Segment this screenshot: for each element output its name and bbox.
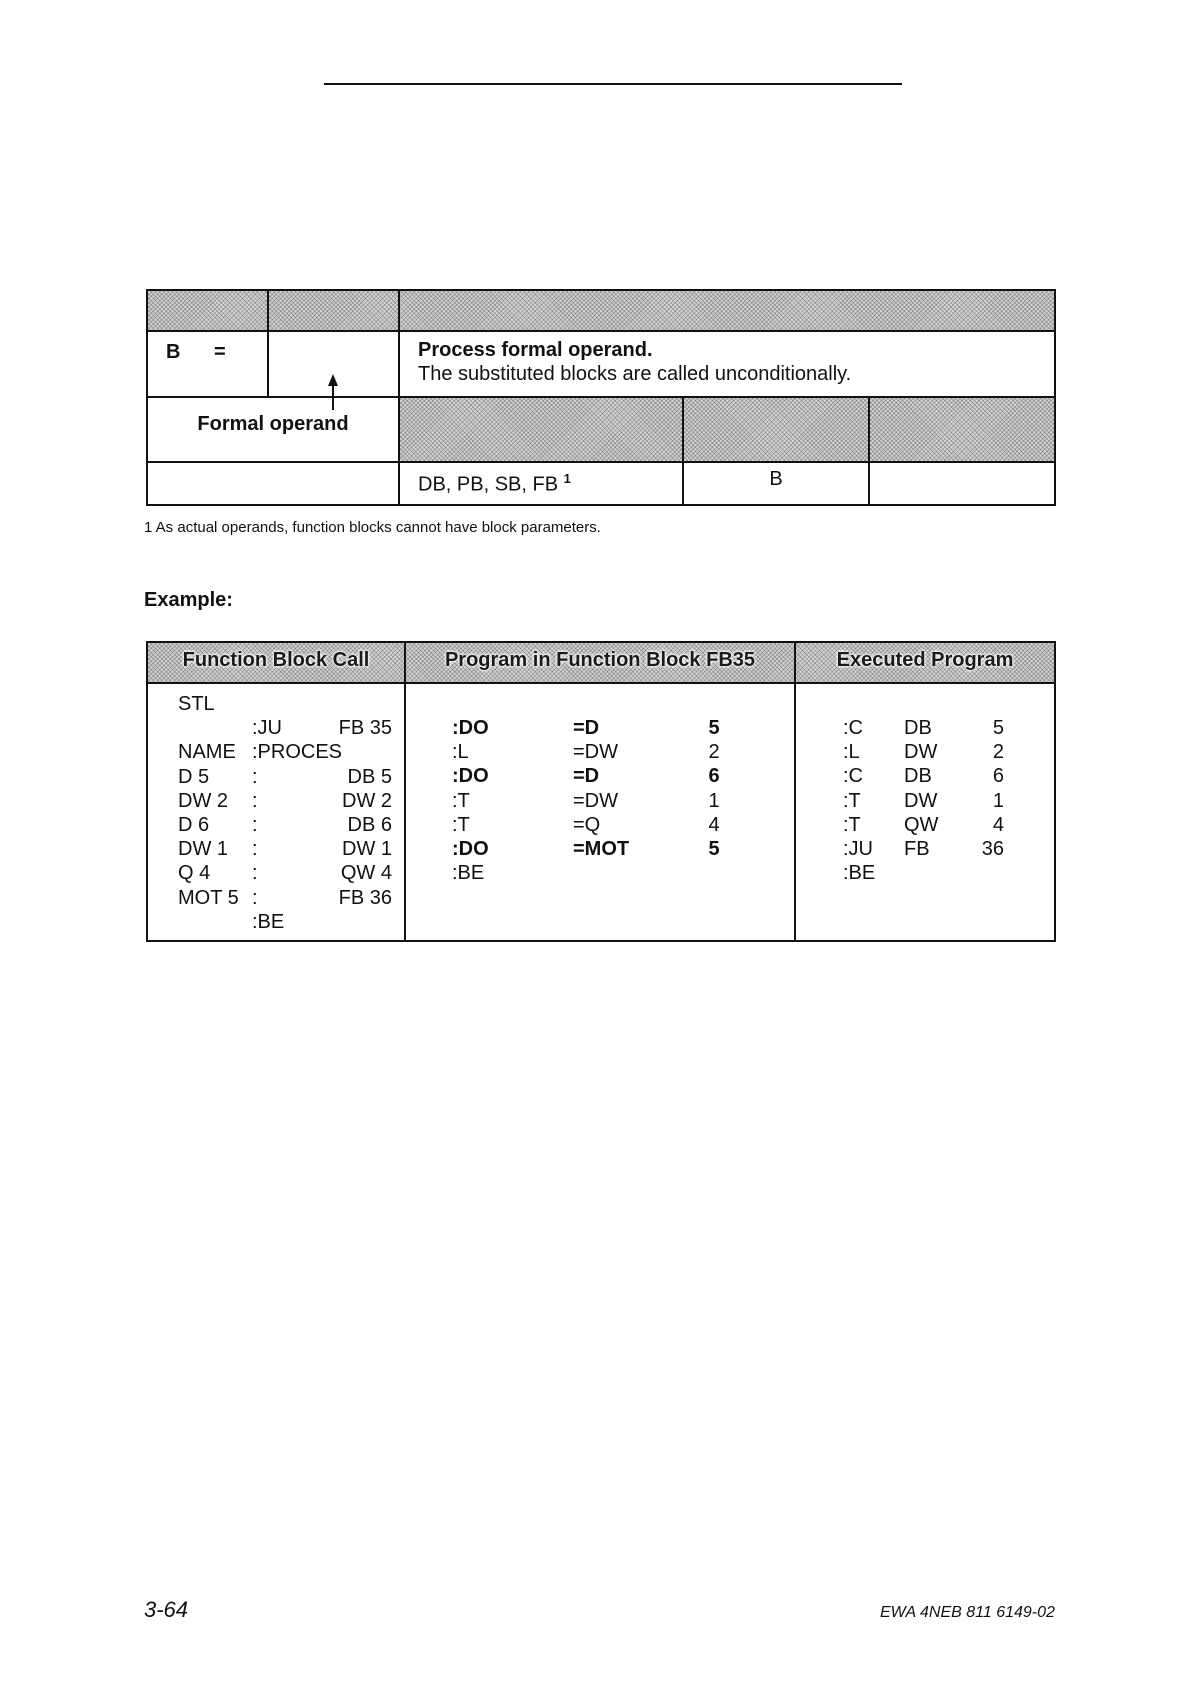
footnote: 1 As actual operands, function blocks cannot have block parameters. — [144, 519, 601, 536]
call-label: Q 4 — [178, 862, 211, 885]
example-line — [146, 682, 1056, 684]
table1-divider — [398, 289, 400, 506]
arrow-up-icon — [324, 374, 342, 410]
table1-line — [146, 396, 1056, 398]
program-value: 1 — [708, 789, 720, 812]
footnote-mark: 1 — [563, 471, 571, 486]
executed-operation: :C — [843, 765, 863, 788]
program-operation: :DO — [452, 838, 489, 860]
header-program-in-fb35: Program in Function Block FB35 — [444, 649, 756, 671]
call-label: MOT 5 — [178, 886, 239, 909]
executed-number: 2 — [992, 741, 1004, 764]
table1-divider — [868, 396, 870, 506]
call-operand: DB 5 — [347, 765, 392, 788]
call-operand: FB 36 — [338, 886, 392, 909]
formal-operand-label: Formal operand — [197, 413, 349, 435]
hatched-cell-1 — [399, 397, 683, 461]
call-label: D 5 — [178, 765, 210, 788]
executed-number: 36 — [981, 838, 1004, 860]
call-operation: : — [252, 765, 258, 788]
table1-divider — [267, 289, 269, 398]
example-border-bottom — [146, 940, 1056, 942]
type-value: B — [769, 468, 783, 490]
hatched-cell-3 — [869, 397, 1055, 461]
table1-border-right — [1054, 289, 1056, 506]
program-value: 4 — [708, 813, 720, 836]
executed-operation: :C — [843, 717, 863, 739]
executed-number: 5 — [992, 717, 1004, 739]
call-label: DW 2 — [178, 789, 228, 812]
example-heading: Example: — [144, 589, 233, 611]
example-divider — [794, 641, 796, 942]
call-label: DW 1 — [178, 838, 228, 861]
operand-label: B — [166, 341, 181, 363]
header-executed-program: Executed Program — [836, 649, 1014, 671]
call-operand: DW 2 — [342, 789, 392, 812]
program-operation: :T — [452, 789, 470, 812]
executed-operation: :BE — [843, 862, 876, 885]
table1-border-left — [146, 289, 148, 506]
example-border-right — [1054, 641, 1056, 942]
call-operation: :BE — [252, 910, 285, 933]
executed-number: 4 — [992, 813, 1004, 836]
program-operation: :DO — [452, 765, 489, 788]
program-value: 5 — [708, 838, 720, 860]
executed-type: DW — [904, 741, 938, 764]
program-parameter: =DW — [573, 741, 618, 764]
call-operand: DB 6 — [347, 814, 392, 836]
description-text: The substituted blocks are called unconditionally. — [418, 363, 852, 385]
program-operation: :DO — [452, 717, 489, 739]
executed-operation: :L — [843, 741, 860, 764]
actual-operands — [418, 467, 571, 497]
call-operation: : — [252, 789, 258, 812]
call-operation: : — [252, 814, 258, 836]
document-id: EWA 4NEB 811 6149-02 — [880, 1604, 1055, 1621]
equals-sign: = — [214, 341, 226, 363]
executed-type: FB — [904, 838, 930, 860]
example-divider — [404, 641, 406, 942]
program-parameter: =D — [573, 717, 600, 739]
call-operation: :JU — [252, 717, 282, 740]
table1-line — [146, 461, 1056, 463]
executed-operation: :JU — [843, 838, 873, 860]
program-parameter: =D — [573, 765, 600, 788]
description-title: Process formal operand. — [418, 339, 653, 361]
program-parameter: =Q — [573, 813, 601, 836]
table1-border-bottom — [146, 504, 1056, 506]
hatched-cell-2 — [683, 397, 869, 461]
table1-border-top — [146, 289, 1056, 291]
call-operand: QW 4 — [340, 862, 392, 885]
program-operation: :BE — [452, 862, 485, 885]
program-value: 5 — [708, 717, 720, 739]
executed-number: 1 — [992, 789, 1004, 812]
executed-type: DB — [904, 765, 932, 788]
call-operand: FB 35 — [338, 717, 392, 740]
top-rule — [324, 83, 902, 85]
program-value: 2 — [708, 741, 720, 764]
executed-operation: :T — [843, 789, 861, 812]
program-value: 6 — [708, 765, 720, 788]
program-operation: :L — [452, 741, 469, 764]
page-number: 3-64 — [144, 1597, 189, 1622]
example-border-left — [146, 641, 148, 942]
table1-line — [146, 330, 1056, 332]
executed-type: DB — [904, 717, 932, 739]
call-label: D 6 — [178, 814, 210, 836]
executed-type: QW — [904, 813, 939, 836]
program-parameter: =MOT — [573, 838, 630, 860]
call-operation: : — [252, 886, 258, 909]
call-label: STL — [178, 693, 215, 715]
executed-number: 6 — [992, 765, 1004, 788]
actual-operands-text: DB, PB, SB, FB — [418, 473, 559, 496]
program-parameter: =DW — [573, 789, 618, 812]
call-operation: : — [252, 838, 258, 861]
call-operation: :PROCES — [252, 741, 343, 764]
call-operand: DW 1 — [342, 838, 392, 861]
program-operation: :T — [452, 813, 470, 836]
executed-type: DW — [904, 789, 938, 812]
hatched-header-row — [147, 291, 1055, 331]
call-label: NAME — [178, 741, 236, 764]
example-border-top — [146, 641, 1056, 643]
executed-operation: :T — [843, 813, 861, 836]
call-operation: : — [252, 862, 258, 885]
header-function-block-call: Function Block Call — [182, 649, 370, 671]
